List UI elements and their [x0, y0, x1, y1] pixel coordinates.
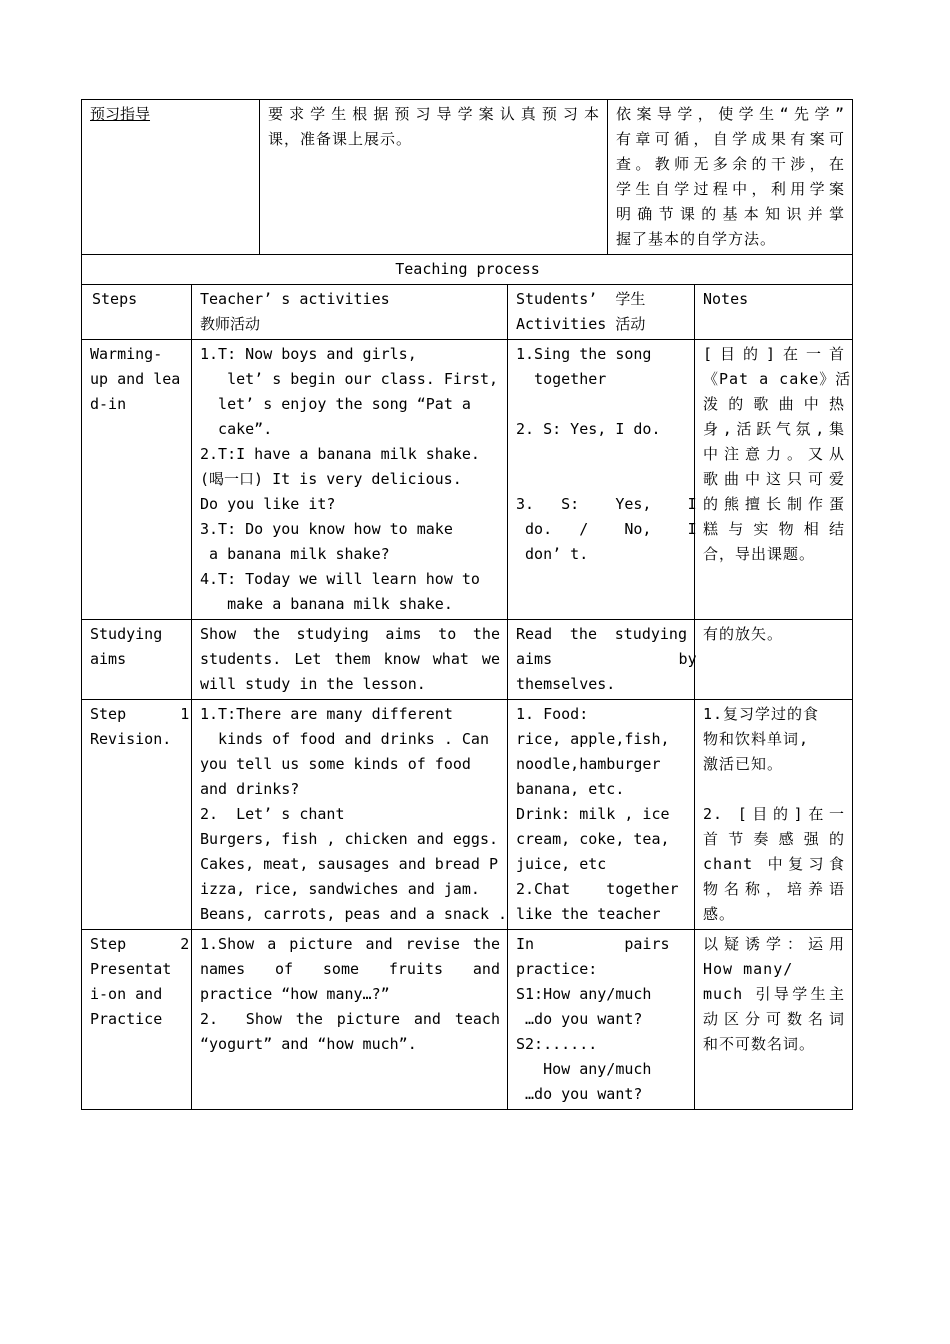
step-cell: Studying aims: [82, 620, 192, 700]
step-cell: Step 2 Presentat i-on and Practice: [82, 930, 192, 1110]
header-students-activities: Students’ 学生 Activities 活动: [508, 285, 695, 340]
notes-cell: [目的]在一首 《Pat a cake》活 泼的歌曲中热 身,活跃气氛,集 中注意力。又从 歌曲中这只可爱 的熊擅长制作蛋 糕与实物相结 合，导出课题。: [695, 340, 853, 620]
header-steps: Steps: [82, 285, 192, 340]
notes-cell: 1.复习学过的食 物和饮料单词, 激活已知。 2. [目的]在一 首节奏感强的 chant 中复习食 物名称，培养语 感。: [695, 700, 853, 930]
notes-cell: 以疑诱学：运用 How many/ much 引导学生主 动区分可数名词 和不可数名词。: [695, 930, 853, 1110]
student-activity-cell: Read the studying aims by themselves.: [508, 620, 695, 700]
notes-cell: 有的放矢。: [695, 620, 853, 700]
student-activity-cell: In pairs practice: S1:How any/much …do you want? S2:...... How any/much …do you want?: [508, 930, 695, 1110]
preview-guidance-requirement: 要求学生根据预习导学案认真预习本 课，准备课上展示。: [260, 100, 608, 255]
teacher-activity-cell: 1.Show a picture and revise the names of some fruits and practice “how many…?” 2. Show the picture and teach “yogurt” and “how much”.: [192, 930, 508, 1110]
teacher-activity-cell: 1.T:There are many different kinds of food and drinks . Can you tell us some kinds of food and drinks? 2. Let’ s chant Burgers, fish , chicken and eggs. Cakes, meat, sausages and bread P izza, rice, sandwiches and jam. Beans, carrots, peas and a snack .: [192, 700, 508, 930]
table-row: [82, 620, 853, 700]
teacher-activity-cell: Show the studying aims to the students. Let them know what we will study in the lesson.: [192, 620, 508, 700]
teacher-activity-cell: 1.T: Now boys and girls, let’ s begin our class. First, let’ s enjoy the song “Pat a cake”. 2.T:I have a banana milk shake. (喝一口) It is very delicious. Do you like it? 3.T: Do you know how to make a banana milk shake? 4.T: Today we will learn how to make a banana milk shake.: [192, 340, 508, 620]
preview-guidance-title: 预习指导: [90, 105, 151, 123]
preview-guidance-label: [82, 100, 260, 255]
header-notes: Notes: [695, 285, 853, 340]
teaching-process-title: Teaching process: [82, 255, 853, 285]
table-row: [82, 340, 853, 620]
lesson-plan-document: [81, 99, 852, 1110]
teaching-process-table: [81, 254, 853, 1110]
header-teacher-activities: Teacher’ s activities 教师活动: [192, 285, 508, 340]
table-row: [82, 930, 853, 1110]
student-activity-cell: 1. Food: rice, apple,fish, noodle,hamburger banana, etc. Drink: milk , ice cream, coke, tea, juice, etc 2.Chat together like the teacher: [508, 700, 695, 930]
table-row: [82, 700, 853, 930]
step-cell: Warming- up and lea d-in: [82, 340, 192, 620]
preview-guidance-note: 依案导学，使学生“先学” 有章可循，自学成果有案可 查。教师无多余的干涉，在 学生自学过程中，利用学案 明确节课的基本知识并掌 握了基本的自学方法。: [608, 100, 853, 255]
student-activity-cell: 1.Sing the song together 2. S: Yes, I do. 3. S: Yes, I do. / No, I don’ t.: [508, 340, 695, 620]
step-cell: Step 1 Revision.: [82, 700, 192, 930]
preview-guidance-table: [81, 99, 853, 255]
